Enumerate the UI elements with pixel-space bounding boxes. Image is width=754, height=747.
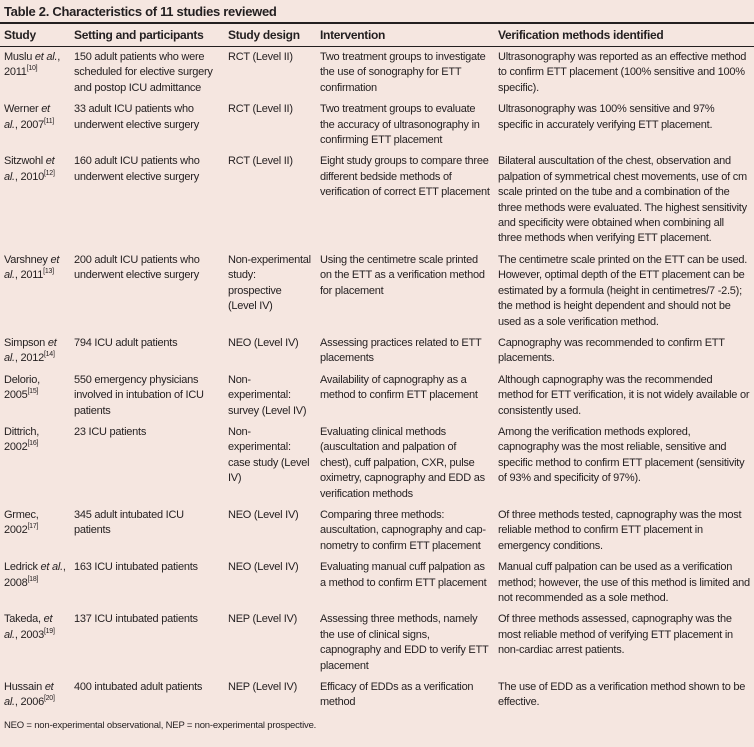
table-row — [0, 422, 754, 505]
study-cell — [0, 370, 70, 422]
study-year: , 2002 — [4, 425, 40, 454]
design-cell: Non-experimental: case study (Level IV) — [228, 425, 310, 485]
study-author: Takeda, — [4, 613, 41, 626]
intervention-cell: Availability of capnography as a method to confirm ETT placement — [320, 373, 478, 402]
header-design: Study design — [224, 24, 316, 47]
design-cell: NEP (Level IV) — [228, 681, 298, 694]
table-row — [0, 505, 754, 557]
design-cell: NEP (Level IV) — [228, 613, 298, 626]
table-footnote: NEO = non-experimental observational, NEP = non-experimental prospective. — [4, 719, 317, 731]
study-cell — [0, 333, 70, 370]
study-etal: et al. — [4, 253, 60, 282]
study-cell — [0, 609, 70, 677]
study-etal: et al. — [4, 336, 57, 365]
verification-cell: Bilateral auscultation of the chest, observation and palpation of symmetrical chest movements, use of cm scale printed on the tube and a combination of the three methods were evaluated. The highest sensitivity and specificity were obtained when combining all three methods when verifying ETT placement. — [498, 155, 747, 245]
verification-cell: The use of EDD as a verification method shown to be effective. — [498, 681, 746, 709]
intervention-cell: Assessing three methods, namely the use of clinical signs, capnography and EDD to verify ETT placement — [320, 613, 489, 672]
table-row — [0, 609, 754, 677]
setting-cell: 33 adult ICU patients who underwent elective surgery — [74, 103, 199, 131]
verification-cell: Of three methods tested, capnography was the most reliable method to confirm ETT placement in emergency conditions. — [498, 508, 742, 552]
design-cell: RCT (Level II) — [228, 155, 293, 168]
table-row — [0, 99, 754, 151]
header-verification: Verification methods identified — [494, 24, 754, 47]
study-author: Hussain — [4, 681, 42, 694]
setting-cell: 137 ICU intubated patients — [74, 613, 198, 626]
study-author: Dittrich — [4, 425, 37, 438]
design-cell: NEO (Level IV) — [228, 336, 299, 349]
setting-cell: 163 ICU intubated patients — [74, 561, 198, 574]
verification-cell: Ultrasonography was 100% sensitive and 97% specific in accurately verifying ETT placement. — [498, 103, 715, 131]
study-cell — [0, 422, 70, 505]
design-cell: Non-experimental study: prospective (Level IV) — [228, 253, 311, 313]
verification-cell: Capnography was recommended to confirm ETT placements. — [498, 336, 725, 365]
study-reference: [18] — [27, 575, 39, 583]
study-year: , 2010 — [14, 170, 44, 183]
study-cell — [0, 250, 70, 333]
table-row — [0, 370, 754, 422]
study-reference: [13] — [43, 268, 54, 276]
study-author: Ledrick — [4, 561, 38, 574]
intervention-cell: Eight study groups to compare three different bedside methods of verification of correct ETT placement — [320, 155, 490, 199]
setting-cell: 23 ICU patients — [74, 425, 147, 438]
study-author: Muslu — [4, 51, 33, 63]
study-reference: [11] — [43, 117, 55, 125]
design-cell: RCT (Level II) — [228, 51, 293, 63]
study-cell — [0, 557, 70, 609]
study-etal: et al. — [4, 613, 53, 641]
verification-cell: Among the verification methods explored, capnography was the most reliable, sensitive and specific method to confirm ETT placement (sensitivity of 93% and specificity of 97%). — [498, 425, 745, 485]
study-year: , 2006 — [14, 696, 44, 709]
study-reference: [14] — [43, 351, 55, 359]
study-author: Simpson — [4, 336, 46, 349]
study-author: Sitzwohl — [4, 155, 43, 168]
study-reference: [12] — [43, 169, 55, 177]
study-year: , 2003 — [14, 628, 44, 641]
table-row — [0, 250, 754, 333]
intervention-cell: Comparing three methods: auscultation, capnography and cap-nometry to confirm ETT placement — [320, 508, 486, 552]
study-year: , 2002 — [4, 508, 39, 537]
study-reference: [19] — [43, 627, 55, 635]
study-etal: et al. — [34, 51, 58, 63]
study-reference: [10] — [26, 65, 38, 73]
studies-table — [0, 24, 754, 714]
intervention-cell: Two treatment groups to investigate the use of sonography for ETT confirmation — [320, 51, 486, 94]
setting-cell: 345 adult intubated ICU patients — [74, 508, 184, 537]
study-reference: [16] — [27, 440, 39, 448]
table-row — [0, 47, 754, 100]
setting-cell: 794 ICU adult patients — [74, 336, 178, 349]
study-etal: et al. — [4, 155, 55, 183]
study-reference: [15] — [27, 388, 39, 396]
study-year: , 2008 — [4, 561, 66, 589]
design-cell: NEO (Level IV) — [228, 561, 299, 574]
study-year: , 2011 — [14, 269, 44, 282]
study-cell — [0, 99, 70, 151]
study-author: Delorio — [4, 373, 38, 386]
table-row — [0, 677, 754, 714]
table-row — [0, 151, 754, 249]
verification-cell: Ultrasonography was reported as an effective method to confirm ETT placement (100% sensitive and 100% specific). — [498, 51, 747, 94]
table-row — [0, 557, 754, 609]
study-year: , 2007 — [14, 118, 44, 131]
design-cell: NEO (Level IV) — [228, 508, 299, 521]
study-etal: et al. — [4, 681, 54, 709]
study-author: Varshney — [4, 253, 48, 266]
study-etal: et al. — [4, 103, 50, 131]
setting-cell: 550 emergency physicians involved in intubation of ICU patients — [74, 373, 204, 417]
setting-cell: 160 adult ICU patients who underwent elective surgery — [74, 155, 200, 183]
study-author: Grmec — [4, 508, 36, 521]
header-row — [0, 24, 754, 47]
verification-cell: Of three methods assessed, capnography was the most reliable method of verifying ETT placement in non-cardiac arrest patients. — [498, 613, 733, 657]
table-row — [0, 333, 754, 370]
intervention-cell: Assessing practices related to ETT placements — [320, 336, 482, 365]
design-cell: RCT (Level II) — [228, 103, 293, 116]
study-etal: et al. — [40, 561, 63, 574]
setting-cell: 200 adult ICU patients who underwent elective surgery — [74, 253, 200, 282]
study-cell — [0, 505, 70, 557]
setting-cell: 400 intubated adult patients — [74, 681, 203, 694]
intervention-cell: Using the centimetre scale printed on the ETT as a verification method for placement — [320, 253, 485, 297]
header-study: Study — [0, 24, 70, 47]
study-year: , 2011 — [4, 51, 61, 79]
verification-cell: Manual cuff palpation can be used as a verification method; however, the use of this method is limited and not recommended as a sole method. — [498, 561, 750, 604]
study-cell — [0, 151, 70, 249]
table-title: Table 2. Characteristics of 11 studies reviewed — [4, 4, 277, 19]
study-year: , 2005 — [4, 373, 40, 402]
study-cell — [0, 677, 70, 714]
study-author: Werner — [4, 103, 39, 116]
intervention-cell: Evaluating manual cuff palpation as a method to confirm ETT placement — [320, 561, 487, 589]
intervention-cell: Evaluating clinical methods (auscultation and palpation of chest), cuff palpation, CXR, pulse oximetry, capnography and EDD as verification methods — [320, 425, 485, 500]
design-cell: Non-experimental: survey (Level IV) — [228, 373, 307, 417]
study-reference: [17] — [27, 523, 39, 531]
header-setting: Setting and participants — [70, 24, 224, 47]
intervention-cell: Two treatment groups to evaluate the accuracy of ultrasonography in confirming ETT placement — [320, 103, 480, 147]
verification-cell: The centimetre scale printed on the ETT can be used. However, optimal depth of the ETT placement can be estimated by a formula (height in centimetres/7 -2.5); the method is height dependent and should not be used as a sole verification method. — [498, 253, 748, 328]
setting-cell: 150 adult patients who were scheduled for elective surgery and postop ICU admittance — [74, 51, 213, 94]
study-reference: [20] — [43, 695, 55, 703]
verification-cell: Although capnography was the recommended method for ETT verification, it is not widely available or consistently used. — [498, 373, 750, 417]
study-cell — [0, 47, 70, 100]
header-intervention: Intervention — [316, 24, 494, 47]
study-year: , 2012 — [14, 352, 44, 365]
intervention-cell: Efficacy of EDDs as a verification method — [320, 681, 474, 709]
